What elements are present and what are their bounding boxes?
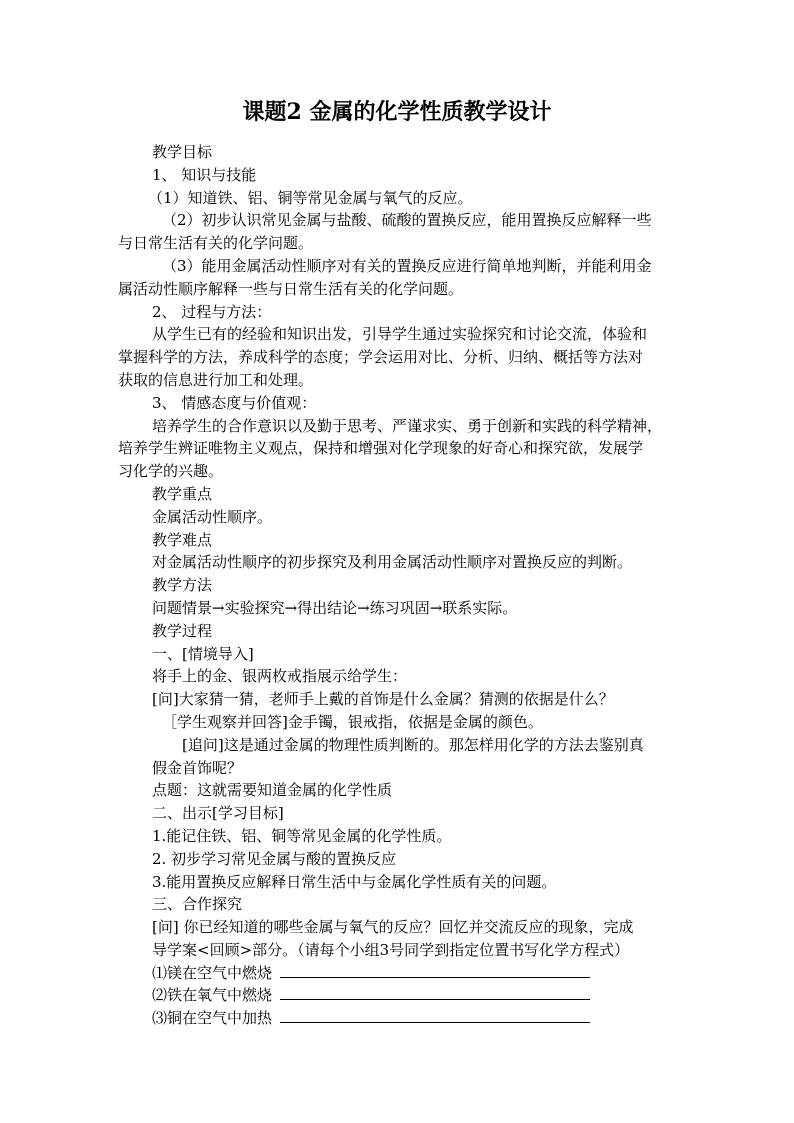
- text-line: 习化学的兴趣。: [118, 462, 224, 481]
- text-line: [问]大家猜一猜，老师手上戴的首饰是什么金属？猜测的依据是什么？: [152, 690, 614, 709]
- text-line: 与日常生活有关的化学问题。: [118, 234, 314, 253]
- text-line: 从学生已有的经验和知识出发，引导学生通过实验探究和讨论交流，体验和: [152, 325, 648, 344]
- fill-in-label: ⑵铁在氧气中燃烧: [152, 986, 273, 1005]
- text-line: 掌握科学的方法，养成科学的态度；学会运用对比、分析、归纳、概括等方法对: [118, 348, 644, 367]
- fill-in-label: ⑴镁在空气中燃烧: [152, 963, 273, 982]
- text-line: 属活动性顺序解释一些与日常生活有关的化学问题。: [118, 279, 464, 298]
- text-line: [问] 你已经知道的哪些金属与氧气的反应？回忆并交流反应的现象，完成: [152, 918, 634, 937]
- answer-blank[interactable]: [280, 962, 590, 978]
- text-line: 2. 初步学习常见金属与酸的置换反应: [152, 849, 397, 868]
- text-line: （3）能用金属活动性顺序对有关的置换反应进行简单地判断，并能利用金: [162, 256, 652, 275]
- fill-in-item: [118, 1007, 678, 1030]
- text-line: 1、 知识与技能: [152, 165, 257, 184]
- text-line: 一、[情境导入]: [152, 644, 254, 663]
- answer-blank[interactable]: [280, 984, 590, 1000]
- text-line: 1.能记住铁、铝、铜等常见金属的化学性质。: [152, 826, 452, 845]
- text-line: 金属活动性顺序。: [152, 507, 273, 526]
- text-line: 教学目标: [152, 143, 213, 161]
- text-line: ［学生观察并回答]金手镯，银戒指，依据是金属的颜色。: [162, 712, 543, 731]
- text-line: 培养学生辨证唯物主义观点，保持和增强对化学现象的好奇心和探究欲，发展学: [118, 439, 644, 458]
- text-line: 导学案<回顾>部分。（请每个小组3号同学到指定位置书写化学方程式）: [152, 940, 630, 959]
- text-line: [追问]这是通过金属的物理性质判断的。那怎样用化学的方法去鉴别真: [182, 735, 644, 754]
- section-heading: 教学方法: [152, 576, 213, 595]
- document-title: 课题2 金属的化学性质教学设计: [242, 99, 552, 125]
- fill-in-label: ⑶铜在空气中加热: [152, 1009, 273, 1028]
- fill-in-item: [118, 962, 678, 985]
- section-heading: 教学难点: [152, 530, 213, 549]
- text-line: 三、合作探究: [152, 895, 243, 914]
- text-line: （1）知道铁、铝、铜等常见金属与氧气的反应。: [148, 188, 473, 207]
- section-heading: 教学过程: [152, 621, 213, 640]
- fill-in-item: [118, 984, 678, 1007]
- answer-blank[interactable]: [280, 1007, 590, 1023]
- text-line: 问题情景→实验探究→得出结论→练习巩固→联系实际。: [152, 598, 518, 617]
- text-line: 二、出示[学习目标]: [152, 804, 284, 823]
- text-line: 假金首饰呢？: [152, 758, 243, 777]
- text-line: 3、 情感态度与价值观：: [152, 393, 317, 412]
- text-line: 获取的信息进行加工和处理。: [118, 370, 314, 389]
- document-body: [118, 141, 678, 1030]
- text-line: 对金属活动性顺序的初步探究及利用金属活动性顺序对置换反应的判断。: [152, 553, 633, 572]
- section-heading: 教学重点: [152, 484, 213, 503]
- text-line: 培养学生的合作意识以及勤于思考、严谨求实、勇于创新和实践的科学精神，: [152, 416, 663, 435]
- text-line: 点题：这就需要知道金属的化学性质: [152, 781, 393, 800]
- text-line: 3.能用置换反应解释日常生活中与金属化学性质有关的问题。: [152, 872, 557, 891]
- text-line: （2）初步认识常见金属与盐酸、硫酸的置换反应，能用置换反应解释一些: [162, 211, 652, 230]
- text-line: 2、 过程与方法：: [152, 302, 272, 321]
- text-line: 将手上的金、银两枚戒指展示给学生：: [152, 667, 408, 686]
